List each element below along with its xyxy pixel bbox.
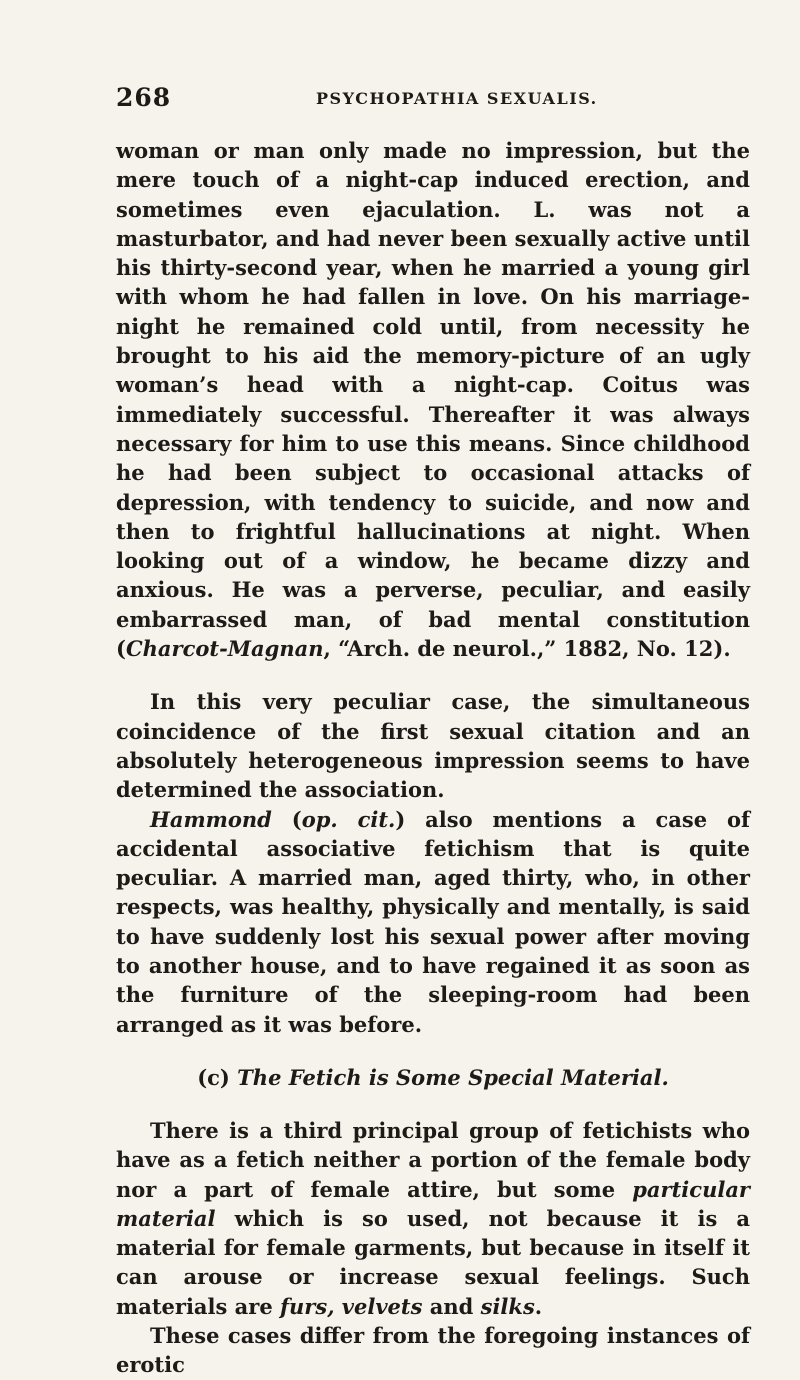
emphasis-particular-material: particular material bbox=[116, 1176, 750, 1231]
page-header bbox=[116, 83, 706, 115]
op-cit: op. cit. bbox=[301, 806, 396, 832]
paragraph-1 bbox=[116, 136, 750, 663]
emphasis-furs-velvets: furs, velvets bbox=[280, 1293, 423, 1319]
section-heading bbox=[116, 1063, 750, 1092]
section-heading-label: (c) bbox=[197, 1064, 238, 1090]
paragraph-2: In this very peculiar case, the simultaneous coincidence of the first sexual citation and an absolutely heterogeneous impression seems to have determined the association. bbox=[116, 689, 750, 803]
paragraph-1-text-end: , “Arch. de neurol.,” 1882, No. 12). bbox=[323, 636, 731, 662]
section-heading-title: The Fetich is Some Special Material. bbox=[237, 1064, 669, 1090]
paragraph-4-text-end: . bbox=[534, 1293, 543, 1319]
paragraph-5: These cases differ from the foregoing instances of erotic bbox=[116, 1322, 750, 1378]
section-gap-2 bbox=[116, 1092, 750, 1116]
emphasis-silks: silks bbox=[480, 1293, 535, 1319]
page-number: 268 bbox=[116, 83, 172, 112]
paragraph-3 bbox=[116, 805, 750, 1039]
paragraph-4-text: There is a third principal group of fetichists who have as a fetich neither a portion of the female body nor a part of female attire, but some bbox=[116, 1117, 750, 1202]
section-gap bbox=[116, 1039, 750, 1063]
body-text bbox=[116, 136, 750, 1380]
author-hammond: Hammond bbox=[150, 806, 272, 832]
paragraph-3-text: ) also mentions a case of accidental associative fetichism that is quite peculiar. A married man, aged thirty, who, in other respects, was healthy, physically and mentally, is said to have suddenly lost his sexual power after moving to another house, and to have regained it as soon as the furniture of the sleeping-room had been arranged as it was before. bbox=[116, 806, 750, 1037]
citation-charcot-magnan: Charcot-Magnan bbox=[125, 636, 324, 662]
paragraph-gap bbox=[116, 663, 750, 687]
paragraph-4-text-2: which is so used, not because it is a material for female garments, but because in itself it can arouse or increase sexual feelings. Such materials are bbox=[116, 1205, 750, 1319]
paragraph-4 bbox=[116, 1116, 750, 1321]
paragraph-1-text: woman or man only made no impression, but the mere touch of a night-cap induced erection, and sometimes even ejaculation. L. was not a masturbator, and had never been sexually active until his thirty-second year, when he married a young girl with whom he had fallen in love. On his marriage-night he remained cold until, from necessity he brought to his aid the memory-picture of an ugly woman’s head with a night-cap. Coitus was immediately successful. Thereafter it was always necessary for him to use this means. Since childhood he had been subject to occasional attacks of depression, with tendency to suicide, and now and then to frightful hallucinations at night. When looking out of a window, he became dizzy and anxious. He was a perverse, peculiar, and easily embarrassed man, of bad mental constitution ( bbox=[116, 138, 750, 662]
running-head: PSYCHOPATHIA SEXUALIS. bbox=[316, 89, 598, 108]
paragraph-4-text-3: and bbox=[422, 1293, 481, 1319]
paragraph-3-text-open: ( bbox=[271, 806, 302, 832]
